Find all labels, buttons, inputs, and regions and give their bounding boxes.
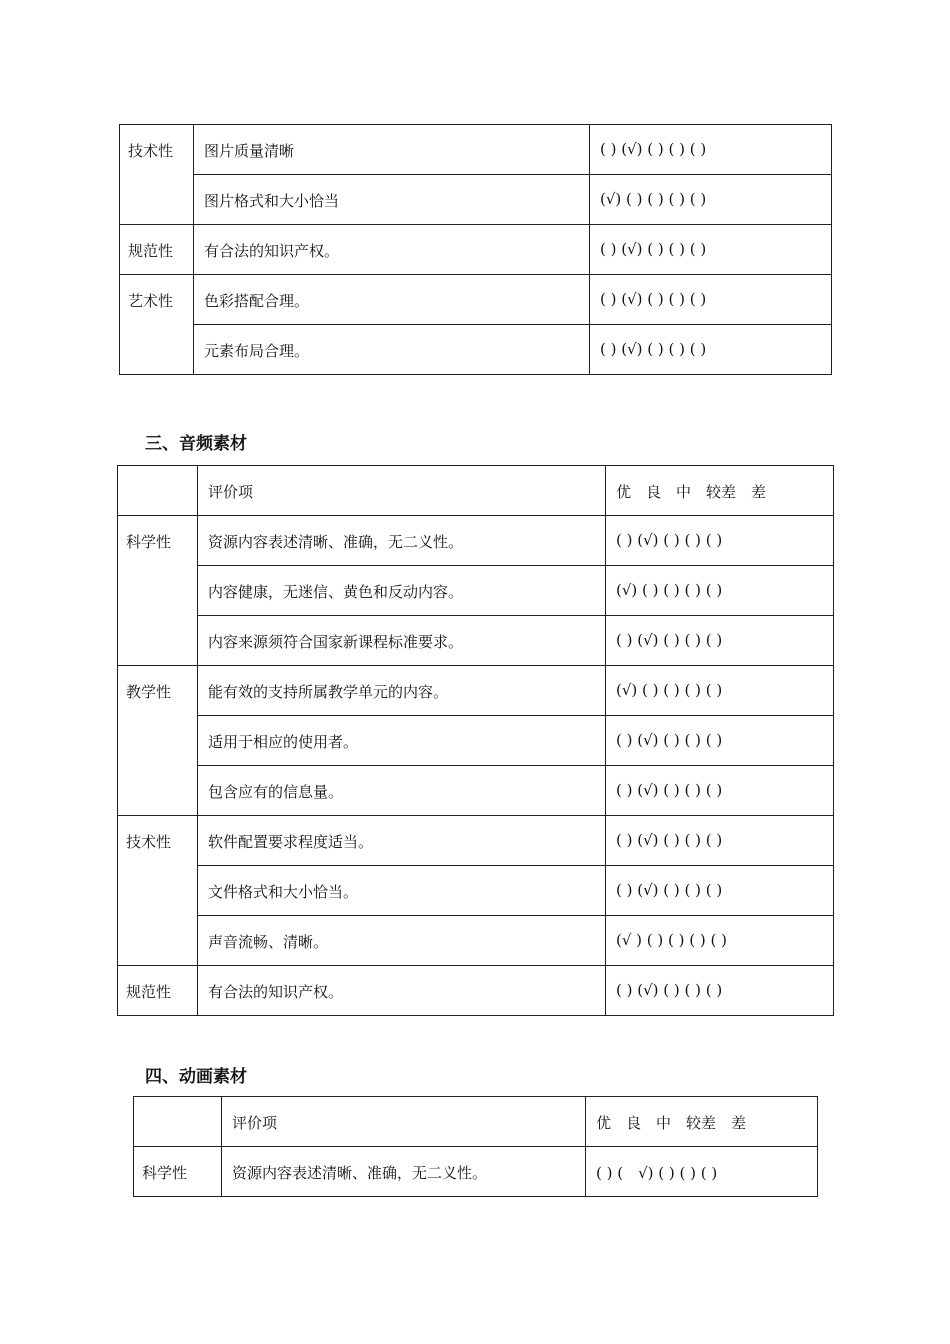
evaluation-table-audio (117, 465, 834, 1016)
category-cell: 技术性 (118, 816, 198, 966)
item-cell: 内容健康，无迷信、黄色和反动内容。 (198, 566, 606, 616)
table-row (118, 966, 834, 1016)
rating-cell: ( ) (√) ( ) ( ) ( ) (590, 275, 832, 325)
category-cell: 科学性 (118, 516, 198, 666)
category-cell: 艺术性 (120, 275, 194, 375)
category-cell: 教学性 (118, 666, 198, 816)
table-row (118, 766, 834, 816)
header-rating-cell: 优 良 中 较差 差 (606, 466, 834, 516)
item-cell: 图片质量清晰 (194, 125, 590, 175)
rating-cell: (√) ( ) ( ) ( ) ( ) (606, 566, 834, 616)
evaluation-table-animation (133, 1096, 818, 1197)
item-cell: 有合法的知识产权。 (194, 225, 590, 275)
table-row (118, 616, 834, 666)
item-cell: 元素布局合理。 (194, 325, 590, 375)
item-cell: 内容来源须符合国家新课程标准要求。 (198, 616, 606, 666)
rating-cell: ( ) ( √) ( ) ( ) ( ) (586, 1147, 818, 1197)
rating-cell: ( ) (√) ( ) ( ) ( ) (606, 716, 834, 766)
table-row (118, 716, 834, 766)
rating-cell: ( ) (√) ( ) ( ) ( ) (606, 966, 834, 1016)
table-row (120, 325, 832, 375)
item-cell: 文件格式和大小恰当。 (198, 866, 606, 916)
rating-cell: ( ) (√) ( ) ( ) ( ) (590, 325, 832, 375)
category-cell: 技术性 (120, 125, 194, 225)
rating-cell: ( ) (√) ( ) ( ) ( ) (606, 866, 834, 916)
table-row (120, 175, 832, 225)
table-header-row (134, 1097, 818, 1147)
header-item-cell: 评价项 (222, 1097, 586, 1147)
table-row (134, 1147, 818, 1197)
item-cell: 图片格式和大小恰当 (194, 175, 590, 225)
rating-cell: ( ) (√) ( ) ( ) ( ) (606, 616, 834, 666)
rating-cell: (√) ( ) ( ) ( ) ( ) (606, 666, 834, 716)
table-row (118, 666, 834, 716)
item-cell: 资源内容表述清晰、准确，无二义性。 (198, 516, 606, 566)
rating-cell: ( ) (√) ( ) ( ) ( ) (590, 225, 832, 275)
section-heading-animation: 四、动画素材 (145, 1067, 247, 1087)
header-empty-cell (118, 466, 198, 516)
table-header-row (118, 466, 834, 516)
table-row (118, 866, 834, 916)
item-cell: 能有效的支持所属教学单元的内容。 (198, 666, 606, 716)
rating-cell: ( ) (√) ( ) ( ) ( ) (606, 766, 834, 816)
rating-cell: (√) ( ) ( ) ( ) ( ) (590, 175, 832, 225)
category-cell: 科学性 (134, 1147, 222, 1197)
item-cell: 资源内容表述清晰、准确，无二义性。 (222, 1147, 586, 1197)
table-row (118, 916, 834, 966)
table-row (118, 566, 834, 616)
item-cell: 有合法的知识产权。 (198, 966, 606, 1016)
rating-cell: ( ) (√) ( ) ( ) ( ) (606, 516, 834, 566)
table-row (120, 225, 832, 275)
header-rating-cell: 优 良 中 较差 差 (586, 1097, 818, 1147)
item-cell: 包含应有的信息量。 (198, 766, 606, 816)
item-cell: 适用于相应的使用者。 (198, 716, 606, 766)
item-cell: 声音流畅、清晰。 (198, 916, 606, 966)
category-cell: 规范性 (120, 225, 194, 275)
rating-cell: ( ) (√) ( ) ( ) ( ) (590, 125, 832, 175)
rating-cell: (√ ) ( ) ( ) ( ) ( ) (606, 916, 834, 966)
rating-cell: ( ) (√) ( ) ( ) ( ) (606, 816, 834, 866)
item-cell: 软件配置要求程度适当。 (198, 816, 606, 866)
table-row (120, 275, 832, 325)
item-cell: 色彩搭配合理。 (194, 275, 590, 325)
header-item-cell: 评价项 (198, 466, 606, 516)
category-cell: 规范性 (118, 966, 198, 1016)
section-heading-audio: 三、音频素材 (145, 434, 247, 454)
table-row (118, 516, 834, 566)
evaluation-table-image (119, 124, 832, 375)
table-row (118, 816, 834, 866)
table-row (120, 125, 832, 175)
header-empty-cell (134, 1097, 222, 1147)
